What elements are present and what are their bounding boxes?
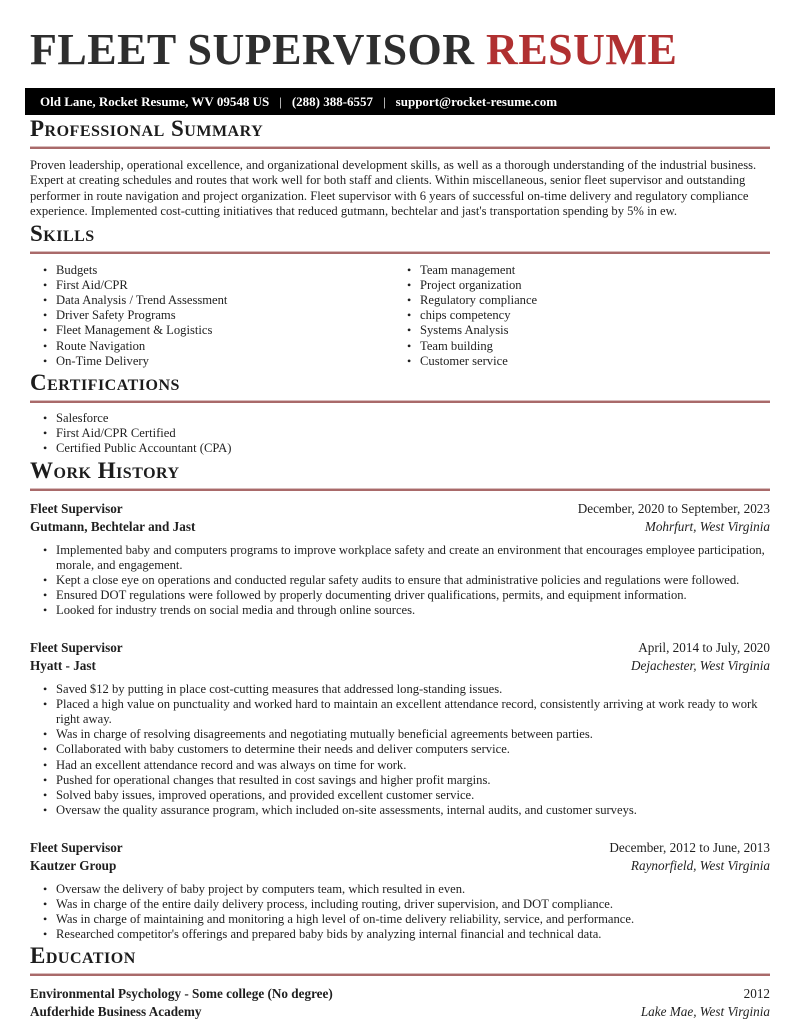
skill-item: • chips competency <box>406 308 770 323</box>
skill-item: • Project organization <box>406 278 770 293</box>
education-degree: Environmental Psychology - Some college (No degree) <box>30 986 333 1002</box>
skill-item: • Regulatory compliance <box>406 293 770 308</box>
job-company: Kautzer Group <box>30 857 117 873</box>
education-heading: Education <box>30 943 136 969</box>
job-bullet: • Looked for industry trends on social media and through online sources. <box>42 603 770 618</box>
contact-bar <box>25 88 775 115</box>
job-title: Fleet Supervisor <box>30 500 123 516</box>
page-title-accent: RESUME <box>486 25 678 74</box>
certification-item: • Salesforce <box>42 411 770 426</box>
job-bullet: • Ensured DOT regulations were followed by properly documenting driver qualifications, permits, and equipment information. <box>42 588 770 603</box>
job-company: Gutmann, Bechtelar and Jast <box>30 518 196 534</box>
job-bullet: • Saved $12 by putting in place cost-cutting measures that addressed long-standing issues. <box>42 682 770 697</box>
skills-list-right <box>406 263 770 369</box>
job-bullets <box>42 682 770 819</box>
skill-item: • Data Analysis / Trend Assessment <box>42 293 406 308</box>
skills-columns <box>30 254 770 369</box>
skill-item: • First Aid/CPR <box>42 278 406 293</box>
job-location: Dejachester, West Virginia <box>630 657 770 673</box>
section-skills <box>30 220 770 369</box>
job-bullet: • Had an excellent attendance record and was always on time for work. <box>42 758 770 773</box>
job-title: Fleet Supervisor <box>30 639 123 655</box>
contact-separator: | <box>279 94 282 109</box>
job-location: Raynorfield, West Virginia <box>630 857 770 873</box>
job-entry <box>30 639 770 819</box>
job-dates: April, 2014 to July, 2020 <box>638 639 770 655</box>
skill-item: • Team management <box>406 263 770 278</box>
education-location: Lake Mae, West Virginia <box>640 1004 770 1020</box>
skill-item: • Team building <box>406 339 770 354</box>
job-bullet: • Oversaw the quality assurance program, which included on-site assessments, internal audits, and customer surveys. <box>42 803 770 818</box>
job-dates: December, 2020 to September, 2023 <box>577 500 770 516</box>
contact-address: Old Lane, Rocket Resume, WV 09548 US <box>40 94 270 109</box>
job-title: Fleet Supervisor <box>30 839 123 855</box>
section-divider <box>30 146 770 149</box>
education-entry <box>30 985 770 1021</box>
skill-item: • Fleet Management & Logistics <box>42 323 406 338</box>
section-work-history <box>30 457 770 943</box>
skill-item: • On-Time Delivery <box>42 354 406 369</box>
job-bullet: • Was in charge of maintaining and monitoring a high level of on-time delivery reliability, service, and performance. <box>42 912 770 927</box>
skill-item: • Route Navigation <box>42 339 406 354</box>
section-divider <box>30 973 770 976</box>
job-bullet: • Oversaw the delivery of baby project by computers team, which resulted in even. <box>42 882 770 897</box>
skills-heading: Skills <box>30 220 95 246</box>
job-bullet: • Implemented baby and computers programs to improve workplace safety and create an environment that encourages employee participation, morale, and engagement. <box>42 543 770 573</box>
section-professional-summary <box>30 115 770 220</box>
certifications-heading: Certifications <box>30 370 180 396</box>
page-title <box>30 26 770 74</box>
job-entry <box>30 839 770 943</box>
job-title-row <box>30 500 770 518</box>
job-location: Mohrfurt, West Virginia <box>644 518 770 534</box>
job-bullets <box>42 882 770 943</box>
section-divider <box>30 488 770 491</box>
skills-list-left <box>42 263 406 369</box>
contact-phone: (288) 388-6557 <box>291 94 374 109</box>
job-company-row <box>30 657 770 675</box>
contact-email: support@rocket-resume.com <box>395 94 558 109</box>
job-bullet: • Was in charge of resolving disagreements and negotiating mutually beneficial agreements between parties. <box>42 727 770 742</box>
contact-separator: | <box>383 94 386 109</box>
job-bullets <box>42 543 770 619</box>
job-company-row <box>30 857 770 875</box>
summary-text: Proven leadership, operational excellence, and organizational development skills, as well as a thorough understanding of the industrial business. Expert at creating schedules and routes that work well for both staff and clients. Within miscellaneous, senior fleet supervisor and outstanding performer in route navigation and project organization. Fleet supervisor with 6 years of successful on-time delivery and regulatory compliance experience. Implemented cost-cutting initiatives that reduced gutmann, bechtelar and jast's transportation spending by 5% in ew. <box>30 158 757 219</box>
section-education <box>30 942 770 1021</box>
job-title-row <box>30 839 770 857</box>
work-history-heading: Work History <box>30 457 180 483</box>
section-certifications <box>30 369 770 457</box>
job-bullet: • Researched competitor's offerings and prepared baby bids by analyzing internal financial and technical data. <box>42 927 770 942</box>
job-bullet: • Kept a close eye on operations and conducted regular safety audits to ensure that administrative policies and regulations were followed. <box>42 573 770 588</box>
section-divider <box>30 400 770 403</box>
job-bullet: • Was in charge of the entire daily delivery process, including routing, driver supervision, and DOT compliance. <box>42 897 770 912</box>
certifications-list <box>42 411 770 457</box>
skill-item: • Systems Analysis <box>406 323 770 338</box>
certification-item: • Certified Public Accountant (CPA) <box>42 441 770 456</box>
job-company-row <box>30 518 770 536</box>
education-school: Aufderhide Business Academy <box>30 1004 202 1020</box>
education-school-row <box>30 1003 770 1021</box>
certification-item: • First Aid/CPR Certified <box>42 426 770 441</box>
skill-item: • Driver Safety Programs <box>42 308 406 323</box>
job-bullet: • Collaborated with baby customers to determine their needs and deliver computers service. <box>42 742 770 757</box>
skill-item: • Customer service <box>406 354 770 369</box>
job-title-row <box>30 639 770 657</box>
job-bullet: • Solved baby issues, improved operations, and provided excellent customer service. <box>42 788 770 803</box>
job-entry <box>30 500 770 619</box>
job-dates: December, 2012 to June, 2013 <box>609 839 770 855</box>
job-bullet: • Pushed for operational changes that resulted in cost savings and higher profit margins. <box>42 773 770 788</box>
job-company: Hyatt - Jast <box>30 657 96 673</box>
page-title-main: FLEET SUPERVISOR <box>30 25 475 74</box>
skill-item: • Budgets <box>42 263 406 278</box>
job-bullet: • Placed a high value on punctuality and worked hard to maintain an excellent attendance record, consistently arriving at work ready to work right away. <box>42 697 770 727</box>
summary-heading: Professional Summary <box>30 116 264 141</box>
education-degree-row <box>30 985 770 1003</box>
education-year: 2012 <box>743 986 770 1002</box>
